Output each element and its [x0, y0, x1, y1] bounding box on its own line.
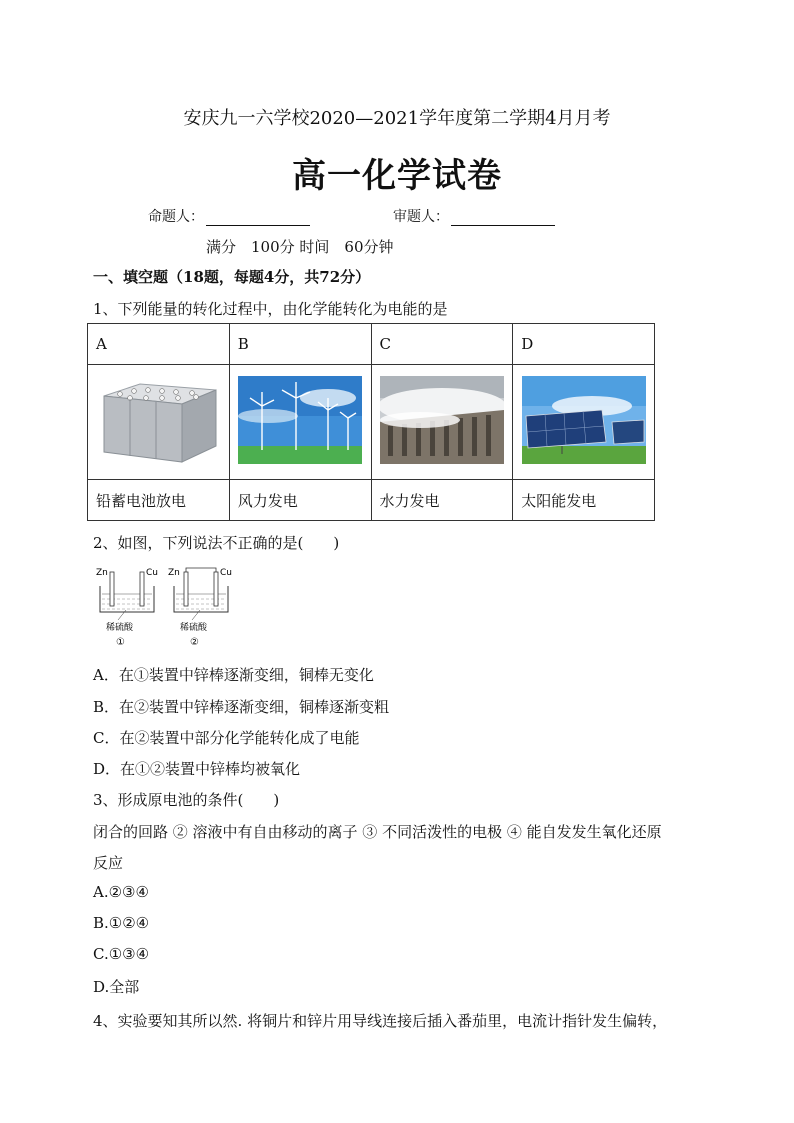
option-a-image-cell: [88, 365, 230, 480]
cell-number-1: ①: [116, 637, 125, 648]
option-b-letter: B: [229, 324, 371, 365]
label-zn-1: Zn: [96, 568, 108, 578]
option-b-image-cell: [229, 365, 371, 480]
option-a-letter: A: [88, 324, 230, 365]
beaker-1: [100, 572, 154, 620]
solar-panels-photo: [522, 376, 646, 464]
battery-photo: [96, 376, 220, 464]
q2-option-d: D．在①②装置中锌棒均被氧化: [93, 760, 301, 778]
q1-options-table: [87, 323, 655, 521]
q3-option-a: A.②③④: [93, 883, 149, 901]
setter-label: 命题人：: [148, 209, 204, 225]
option-d-caption: 太阳能发电: [513, 480, 655, 521]
q3-stem-line-1: 闭合的回路 ② 溶液中有自由移动的离子 ③ 不同活泼性的电极 ④ 能自发发生氧化还原: [93, 823, 662, 841]
q3-option-b: B.①②④: [93, 914, 150, 932]
school-title: 安庆九一六学校2020—2021学年度第二学期4月月考: [183, 108, 611, 129]
q3-option-c: C.①③④: [93, 945, 150, 963]
q2-option-c: C．在②装置中部分化学能转化成了电能: [93, 729, 360, 747]
label-cu-2: Cu: [220, 568, 232, 578]
option-d-letter: D: [513, 324, 655, 365]
reviewer-label: 审题人：: [393, 209, 449, 225]
cell-number-2: ②: [190, 637, 199, 648]
option-b-caption: 风力发电: [229, 480, 371, 521]
question-1: 1、下列能量的转化过程中，由化学能转化为电能的是: [93, 300, 448, 318]
label-cu-1: Cu: [146, 568, 158, 578]
q2-option-a: A．在①装置中锌棒逐渐变细，铜棒无变化: [93, 666, 374, 684]
acid-label-1: 稀硫酸: [106, 623, 134, 633]
galvanic-cell-diagram: [96, 566, 236, 652]
exam-info: 满分 100分 时间 60分钟: [206, 238, 394, 256]
dam-photo: [380, 376, 504, 464]
option-c-letter: C: [371, 324, 513, 365]
q2-option-b: B．在②装置中锌棒逐渐变细，铜棒逐渐变粗: [93, 698, 390, 716]
reviewer-blank: [451, 211, 555, 226]
q3-stem-line-2: 反应: [93, 854, 124, 872]
wind-turbines-photo: [238, 376, 362, 464]
acid-label-2: 稀硫酸: [180, 623, 208, 633]
question-4: 4、实验要知其所以然. 将铜片和锌片用导线连接后插入番茄里，电流计指针发生偏转，: [93, 1012, 668, 1030]
option-a-caption: 铅蓄电池放电: [88, 480, 230, 521]
question-3: 3、形成原电池的条件( ): [93, 791, 280, 809]
question-2: 2、如图，下列说法不正确的是( ): [93, 534, 340, 552]
setter-field: [148, 206, 310, 226]
option-c-caption: 水力发电: [371, 480, 513, 521]
reviewer-field: [393, 206, 555, 226]
setter-blank: [206, 211, 310, 226]
option-c-image-cell: [371, 365, 513, 480]
exam-title: 高一化学试卷: [292, 156, 502, 196]
q3-option-d: D.全部: [93, 978, 140, 996]
label-zn-2: Zn: [168, 568, 180, 578]
option-d-image-cell: [513, 365, 655, 480]
section-heading: 一、填空题（18题，每题4分，共72分）: [93, 268, 371, 286]
